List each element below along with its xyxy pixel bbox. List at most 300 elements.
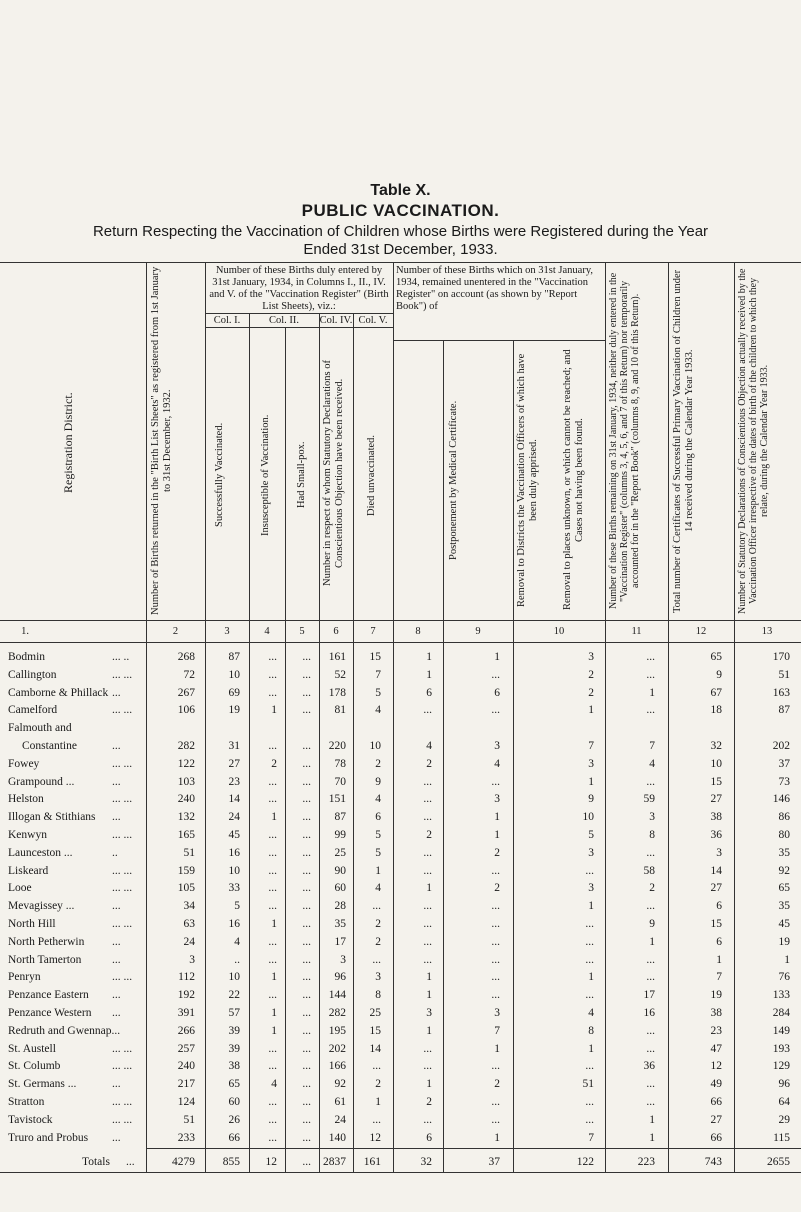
cell-col-3: 39 — [228, 1024, 240, 1037]
district-name: Camborne & Phillack — [8, 686, 109, 699]
cell-col-11: ... — [646, 651, 655, 663]
cell-col-10: 3 — [588, 882, 594, 895]
cell-col-13: 146 — [772, 793, 790, 806]
cell-col-2: 159 — [177, 864, 195, 877]
table-row — [0, 828, 801, 844]
district-name: Kenwyn — [8, 829, 47, 841]
col-number: 1. — [21, 626, 29, 637]
cell-col-8: ... — [423, 918, 432, 930]
cell-col-12: 65 — [710, 651, 722, 663]
cell-col-5: ... — [302, 1096, 311, 1108]
cell-col-10: 4 — [588, 1007, 594, 1019]
cell-col-11: ... — [646, 1042, 655, 1055]
cell-col-3: 22 — [228, 989, 240, 1002]
cell-col-5: ... — [302, 846, 311, 859]
cell-col-7: ... — [372, 953, 381, 966]
district-name: Callington — [8, 668, 57, 681]
cell-col-8: ... — [423, 864, 432, 877]
cell-col-7: 15 — [369, 651, 381, 663]
col-number: 13 — [761, 626, 773, 637]
cell-col-4: ... — [268, 935, 277, 948]
cell-col-7: 2 — [375, 1078, 381, 1091]
cell-col-9: 7 — [494, 1024, 500, 1037]
header-successfully-vaccinated: Successfully Vaccinated. — [214, 422, 225, 528]
cell-col-6: 17 — [334, 935, 346, 948]
cell-col-3: 10 — [228, 864, 240, 877]
cell-col-6: 28 — [334, 900, 346, 913]
cell-col-8: 6 — [426, 1131, 432, 1144]
total-col-12: 743 — [704, 1156, 722, 1168]
cell-col-11: ... — [646, 668, 655, 681]
cell-col-5: ... — [302, 757, 311, 770]
cell-col-5: ... — [302, 793, 311, 806]
cell-col-10: 1 — [588, 900, 594, 913]
cell-col-13: 65 — [778, 882, 790, 895]
leader-dots: ... — [112, 811, 121, 824]
cell-col-8: 1 — [426, 989, 432, 1002]
cell-col-10: 5 — [588, 829, 594, 841]
cell-col-9: 6 — [494, 686, 500, 699]
table-row — [0, 1113, 801, 1129]
group-b-rule — [393, 340, 605, 341]
cell-col-11: 58 — [643, 864, 655, 877]
cell-col-11: 1 — [649, 935, 655, 948]
cell-col-2: 233 — [177, 1131, 195, 1144]
cell-col-9: 4 — [494, 757, 500, 770]
leader-dots: ... ... — [112, 882, 133, 895]
col-number: 7 — [370, 626, 376, 637]
header-died-unvaccinated: Died unvaccinated. — [366, 434, 377, 516]
cell-col-4: ... — [268, 1113, 277, 1126]
cell-col-8: ... — [423, 900, 432, 913]
cell-col-13: 87 — [778, 704, 790, 717]
cell-col-7: 6 — [375, 811, 381, 824]
district-name: North Petherwin — [8, 935, 85, 948]
district-name: North Tamerton — [8, 953, 82, 966]
district-name: Constantine — [22, 740, 77, 752]
cell-col-6: 144 — [328, 989, 346, 1002]
cell-col-9: 3 — [494, 793, 500, 806]
header-declarations-received: Number of Statutory Declarations of Conscientious Objection actually received by the Vaccination Officer irrespective of the dates of birth of the children to which they relate, during the Calendar Year 1933. — [737, 268, 770, 614]
district-name: Liskeard — [8, 864, 49, 877]
cell-col-6: 195 — [328, 1024, 346, 1037]
cell-col-11: 1 — [649, 1113, 655, 1126]
cell-col-12: 47 — [710, 1042, 722, 1055]
cell-col-5: ... — [302, 651, 311, 663]
cell-col-4: ... — [268, 900, 277, 913]
leader-dots: ... — [112, 1007, 121, 1019]
cell-col-3: 27 — [228, 757, 240, 770]
cell-col-10: ... — [585, 1096, 594, 1108]
totals-rule — [146, 1148, 801, 1149]
district-name: Redruth and Gwennap... — [8, 1024, 121, 1037]
cell-col-5: ... — [302, 1042, 311, 1055]
cell-col-3: 10 — [228, 668, 240, 681]
cell-col-11: 7 — [649, 740, 655, 752]
cell-col-5: ... — [302, 989, 311, 1002]
cell-col-4: ... — [268, 686, 277, 699]
cell-col-7: 12 — [369, 1131, 381, 1144]
cell-col-10: ... — [585, 953, 594, 966]
cell-col-13: 37 — [778, 757, 790, 770]
cell-col-13: 64 — [778, 1096, 790, 1108]
cell-col-8: ... — [423, 1113, 432, 1126]
cell-col-4: 1 — [271, 918, 277, 930]
cell-col-8: 1 — [426, 1078, 432, 1091]
leader-dots: ... — [112, 1078, 121, 1091]
cell-col-9: 1 — [494, 829, 500, 841]
cell-col-3: 33 — [228, 882, 240, 895]
cell-col-3: 19 — [228, 704, 240, 717]
cell-col-6: 151 — [328, 793, 346, 806]
cell-col-4: 1 — [271, 971, 277, 984]
cell-col-8: 2 — [426, 829, 432, 841]
district-name: Illogan & Stithians — [8, 811, 96, 824]
cell-col-2: 257 — [177, 1042, 195, 1055]
cell-col-8: 1 — [426, 971, 432, 984]
table-row — [0, 917, 801, 933]
cell-col-9: ... — [491, 704, 500, 717]
leader-dots: ... — [112, 740, 121, 752]
district-name: Penryn — [8, 971, 41, 984]
district-name: Fowey — [8, 757, 40, 770]
cell-col-8: 1 — [426, 1024, 432, 1037]
cell-col-9: ... — [491, 1060, 500, 1073]
cell-col-8: ... — [423, 935, 432, 948]
cell-col-3: 66 — [228, 1131, 240, 1144]
cell-col-12: 7 — [716, 971, 722, 984]
group-a-subrule — [205, 327, 393, 328]
cell-col-2: 124 — [177, 1096, 195, 1108]
table-number: Table X. — [370, 182, 431, 199]
table-row — [0, 810, 801, 826]
cell-col-8: 2 — [426, 757, 432, 770]
page-title: PUBLIC VACCINATION. — [301, 201, 500, 220]
cell-col-6: 78 — [334, 757, 346, 770]
cell-col-9: 2 — [494, 1078, 500, 1091]
leader-dots: ... ... — [112, 757, 133, 770]
cell-col-2: 165 — [177, 829, 195, 841]
cell-col-13: 96 — [778, 1078, 790, 1091]
cell-col-10: ... — [585, 1113, 594, 1126]
leader-dots: ... .. — [112, 651, 130, 663]
leader-dots: ... ... — [112, 793, 133, 806]
cell-col-5: ... — [302, 1007, 311, 1019]
cell-col-10: 1 — [588, 704, 594, 717]
cell-col-9: ... — [491, 953, 500, 966]
cell-col-7: 4 — [375, 704, 381, 717]
district-name: Camelford — [8, 704, 58, 717]
cell-col-5: ... — [302, 1078, 311, 1091]
cell-col-7: 2 — [375, 757, 381, 770]
cell-col-5: ... — [302, 935, 311, 948]
cell-col-7: 2 — [375, 935, 381, 948]
cell-col-6: 282 — [328, 1007, 346, 1019]
cell-col-2: 240 — [177, 1060, 195, 1073]
cell-col-6: 96 — [334, 971, 346, 984]
cell-col-2: 106 — [177, 704, 195, 717]
cell-col-4: ... — [268, 846, 277, 859]
cell-col-12: 15 — [710, 775, 722, 788]
cell-col-3: 69 — [228, 686, 240, 699]
cell-col-11: ... — [646, 704, 655, 717]
cell-col-3: 45 — [228, 829, 240, 841]
cell-col-13: 163 — [772, 686, 790, 699]
district-name: St. Columb — [8, 1060, 61, 1073]
cell-col-7: 1 — [375, 864, 381, 877]
cell-col-2: 34 — [183, 900, 195, 913]
header-remaining-births: Number of these Births remaining on 31st January, 1934, neither duly entered in the "Vaccination Register" (columns 3, 4, 5, 6, and 7 of this Return) nor temporarily accounted for in the "Report Book" (columns 8, 9, and 10 of this Return). — [608, 272, 641, 610]
table-row — [0, 775, 801, 791]
district-name: Stratton — [8, 1096, 45, 1108]
cell-col-9: ... — [491, 900, 500, 913]
col-number: 12 — [695, 626, 707, 637]
cell-col-12: 27 — [710, 882, 722, 895]
cell-col-5: ... — [302, 918, 311, 930]
cell-col-13: 51 — [778, 668, 790, 681]
cell-col-12: 27 — [710, 793, 722, 806]
cell-col-13: 133 — [772, 989, 790, 1002]
cell-col-7: 25 — [369, 1007, 381, 1019]
header-removal-districts: Removal to Districts the Vaccination Officers of which have been duly apprised. — [516, 353, 539, 607]
total-col-9: 37 — [488, 1156, 500, 1168]
leader-dots: ... ... — [112, 918, 133, 930]
cell-col-9: 3 — [494, 1007, 500, 1019]
header-top-rule — [0, 262, 801, 263]
leader-dots: ... ... — [112, 864, 133, 877]
cell-col-3: 10 — [228, 971, 240, 984]
col-number: 8 — [415, 626, 421, 637]
cell-col-2: 105 — [177, 882, 195, 895]
leader-dots: ... ... — [112, 971, 133, 984]
cell-col-9: 1 — [494, 1131, 500, 1144]
table-row — [0, 792, 801, 808]
cell-col-13: 170 — [772, 651, 790, 663]
cell-col-10: 1 — [588, 775, 594, 788]
cell-col-12: 27 — [710, 1113, 722, 1126]
cell-col-6: 25 — [334, 846, 346, 859]
col-number: 10 — [553, 626, 565, 637]
cell-col-3: 23 — [228, 775, 240, 788]
cell-col-11: 3 — [649, 811, 655, 824]
district-name: North Hill — [8, 918, 56, 930]
cell-col-4: ... — [268, 882, 277, 895]
cell-col-13: 92 — [778, 864, 790, 877]
cell-col-3: 24 — [228, 811, 240, 824]
table-row — [0, 953, 801, 969]
table-row — [0, 988, 801, 1004]
cell-col-6: 35 — [334, 918, 346, 930]
cell-col-6: 52 — [334, 668, 346, 681]
cell-col-8: 3 — [426, 1007, 432, 1019]
total-col-2: 4279 — [172, 1156, 195, 1168]
cell-col-11: 8 — [649, 829, 655, 841]
cell-col-11: 2 — [649, 882, 655, 895]
cell-col-6: 60 — [334, 882, 346, 895]
cell-col-10: 3 — [588, 651, 594, 663]
cell-col-2: 3 — [189, 953, 195, 966]
cell-col-4: ... — [268, 651, 277, 663]
table-row — [0, 686, 801, 702]
cell-col-13: 129 — [772, 1060, 790, 1073]
total-col-8: 32 — [420, 1156, 432, 1168]
total-col-10: 122 — [576, 1156, 594, 1168]
cell-col-9: ... — [491, 864, 500, 877]
district-name: Grampound ... — [8, 775, 75, 788]
leader-dots: ... — [112, 953, 121, 966]
cell-col-9: ... — [491, 775, 500, 788]
cell-col-10: 8 — [588, 1024, 594, 1037]
cell-col-3: 4 — [234, 935, 240, 948]
table-row — [0, 739, 801, 755]
total-col-4: 12 — [265, 1156, 277, 1168]
cell-col-10: ... — [585, 918, 594, 930]
header-certificates: Total number of Certificates of Successful Primary Vaccination of Children under 14 received during the Calendar Year 1933. — [672, 269, 695, 613]
cell-col-10: 2 — [588, 686, 594, 699]
cell-col-6: 99 — [334, 829, 346, 841]
cell-col-12: 38 — [710, 1007, 722, 1019]
total-col-3: 855 — [222, 1156, 240, 1168]
col-number: 6 — [333, 626, 339, 637]
cell-col-8: 2 — [426, 1096, 432, 1108]
cell-col-3: 39 — [228, 1042, 240, 1055]
leader-dots: ... ... — [112, 704, 133, 717]
cell-col-6: 161 — [328, 651, 346, 663]
cell-col-10: 9 — [588, 793, 594, 806]
header-col-v: Col. V. — [358, 315, 388, 326]
cell-col-4: ... — [268, 953, 277, 966]
cell-col-5: ... — [302, 1060, 311, 1073]
col-number: 9 — [475, 626, 481, 637]
leader-dots: ... — [112, 686, 121, 699]
cell-col-3: 87 — [228, 651, 240, 663]
cell-col-13: 19 — [778, 935, 790, 948]
header-bottom-rule — [0, 620, 801, 621]
cell-col-12: 67 — [710, 686, 722, 699]
cell-col-7: 3 — [375, 971, 381, 984]
district-name: Mevagissey ... — [8, 900, 75, 913]
cell-col-9: ... — [491, 1096, 500, 1108]
cell-col-7: 4 — [375, 882, 381, 895]
leader-dots: .. — [112, 846, 118, 859]
cell-col-9: 1 — [494, 811, 500, 824]
cell-col-2: 268 — [177, 651, 195, 663]
cell-col-5: ... — [302, 1131, 311, 1144]
cell-col-9: 2 — [494, 882, 500, 895]
leader-dots: ... ... — [112, 829, 133, 841]
cell-col-7: 5 — [375, 846, 381, 859]
cell-col-6: 70 — [334, 775, 346, 788]
cell-col-5: ... — [302, 971, 311, 984]
cell-col-7: 15 — [369, 1024, 381, 1037]
cell-col-13: 35 — [778, 900, 790, 913]
cell-col-12: 6 — [716, 935, 722, 948]
total-col-7: 161 — [363, 1156, 381, 1168]
cell-col-9: ... — [491, 1113, 500, 1126]
cell-col-4: ... — [268, 668, 277, 681]
total-col-5: ... — [302, 1156, 311, 1168]
totals-dots: ... — [126, 1156, 135, 1168]
cell-col-12: 32 — [710, 740, 722, 752]
cell-col-11: ... — [646, 1078, 655, 1091]
cell-col-7: 5 — [375, 686, 381, 699]
cell-col-4: 1 — [271, 1024, 277, 1037]
cell-col-4: ... — [268, 793, 277, 806]
leader-dots: ... — [112, 900, 121, 913]
cell-col-11: 17 — [643, 989, 655, 1002]
district-name: Penzance Western — [8, 1007, 92, 1019]
leader-dots: ... — [112, 989, 121, 1002]
cell-col-12: 12 — [710, 1060, 722, 1073]
cell-col-6: 81 — [334, 704, 346, 717]
cell-col-6: 92 — [334, 1078, 346, 1091]
cell-col-13: 29 — [778, 1113, 790, 1126]
cell-col-11: 1 — [649, 686, 655, 699]
cell-col-9: ... — [491, 971, 500, 984]
cell-col-13: 284 — [772, 1007, 790, 1019]
page-subtitle-date: Ended 31st December, 1933. — [303, 241, 498, 258]
cell-col-12: 38 — [710, 811, 722, 824]
cell-col-3: 5 — [234, 900, 240, 913]
total-col-6: 2837 — [323, 1156, 346, 1168]
cell-col-13: 45 — [778, 918, 790, 930]
district-name: Penzance Eastern — [8, 989, 89, 1002]
district-name: St. Austell — [8, 1042, 56, 1055]
cell-col-4: ... — [268, 740, 277, 752]
cell-col-8: 1 — [426, 668, 432, 681]
cell-col-7: 9 — [375, 775, 381, 788]
table-row — [0, 846, 801, 862]
cell-col-5: ... — [302, 668, 311, 681]
district-name: Launceston ... — [8, 846, 73, 859]
cell-col-2: 282 — [177, 740, 195, 752]
table-row — [0, 1131, 801, 1147]
group-a-rule — [205, 313, 393, 314]
header-col-i: Col. I. — [213, 315, 241, 326]
cell-col-10: 3 — [588, 846, 594, 859]
table-row — [0, 668, 801, 684]
cell-col-13: 1 — [784, 953, 790, 966]
cell-col-10: 1 — [588, 971, 594, 984]
cell-col-7: 1 — [375, 1096, 381, 1108]
cell-col-11: ... — [646, 775, 655, 788]
cell-col-10: 3 — [588, 757, 594, 770]
cell-col-6: 90 — [334, 864, 346, 877]
cell-col-6: 24 — [334, 1113, 346, 1126]
cell-col-10: 7 — [588, 1131, 594, 1144]
cell-col-8: ... — [423, 775, 432, 788]
cell-col-6: 3 — [340, 953, 346, 966]
cell-col-12: 23 — [710, 1024, 722, 1037]
cell-col-7: 14 — [369, 1042, 381, 1055]
table-row — [0, 1077, 801, 1093]
cell-col-6: 87 — [334, 811, 346, 824]
district-name: Falmouth and — [8, 722, 72, 735]
cell-col-4: ... — [268, 1042, 277, 1055]
cell-col-8: 4 — [426, 740, 432, 752]
table-bottom-rule — [0, 1172, 801, 1173]
cell-col-10: 10 — [582, 811, 594, 824]
totals-label: Totals — [82, 1156, 110, 1168]
col-number: 4 — [264, 626, 270, 637]
cell-col-9: 3 — [494, 740, 500, 752]
col-number: 3 — [224, 626, 230, 637]
cell-col-7: 2 — [375, 918, 381, 930]
cell-col-5: ... — [302, 864, 311, 877]
totals-row — [0, 1154, 801, 1170]
cell-col-8: 1 — [426, 651, 432, 663]
cell-col-3: 16 — [228, 846, 240, 859]
